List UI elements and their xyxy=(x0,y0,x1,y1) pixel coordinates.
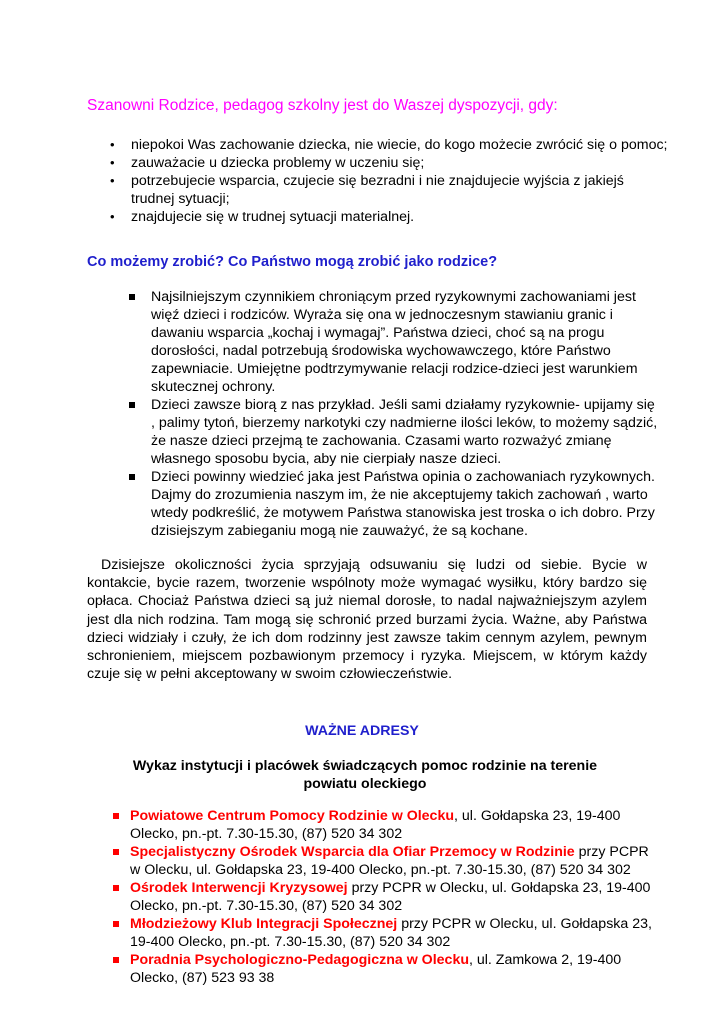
bullet-icon: • xyxy=(110,137,115,152)
situations-list xyxy=(110,136,670,226)
institution-name: Specjalistyczny Ośrodek Wsparcia dla Ofiar Przemocy w Rodzinie xyxy=(130,844,575,860)
square-bullet-icon xyxy=(113,813,119,819)
advice-list xyxy=(128,288,658,540)
institution-details: , ul. Zamkowa 2, 19-400 Olecko, (87) 523 93 38 xyxy=(130,952,622,986)
list-item: • potrzebujecie wsparcia, czujecie się bezradni i nie znajdujecie wyjścia z jakiejś trudnej sytuacji; xyxy=(110,173,624,207)
square-bullet-icon xyxy=(113,957,119,963)
institution-name: Ośrodek Interwencji Kryzysowej xyxy=(130,880,348,896)
address-item xyxy=(112,915,660,951)
list-item: Najsilniejszym czynnikiem chroniącym przed ryzykownymi zachowaniami jest więź dzieci i rodziców. Wyraża się ona w jednoczesnym stawianiu granic i dawaniu wsparcia „kochaj i wymagaj”. Państwa dzieci, choć są na progu dorosłości, nadal potrzebują środowiska wychowawczego, które Państwo zapewniacie. Umiejętne podtrzymywanie relacji rodzice-dzieci jest warunkiem skutecznej ochrony. xyxy=(128,288,658,396)
important-addresses-heading: WAŻNE ADRESY xyxy=(305,723,419,739)
institution-details: przy PCPR w Olecku, ul. Gołdapska 23, 19-400 Olecko, pn.-pt. 7.30-15.30, (87) 520 34 302 xyxy=(130,880,651,914)
institution-name: Młodzieżowy Klub Integracji Społecznej xyxy=(130,916,398,932)
addresses-subtitle: Wykaz instytucji i placówek świadczących pomoc rodzinie na terenie powiatu oleckiego xyxy=(132,758,598,792)
institution-details: przy PCPR w Olecku, ul. Gołdapska 23, 19-400 Olecko, pn.-pt. 7.30-15.30, (87) 520 34 302 xyxy=(130,916,652,950)
institution-name: Powiatowe Centrum Pomocy Rodzinie w Olecku xyxy=(130,808,455,824)
list-item: • zauważacie u dziecka problemy w uczeniu się; xyxy=(110,155,425,171)
list-item: • znajdujecie się w trudnej sytuacji materialnej. xyxy=(110,209,415,225)
address-item xyxy=(112,951,660,987)
list-item: • niepokoi Was zachowanie dziecka, nie wiecie, do kogo możecie zwrócić się o pomoc; xyxy=(110,137,668,153)
square-bullet-icon xyxy=(129,402,135,408)
bullet-icon: • xyxy=(110,209,115,224)
institution-details: przy PCPR w Olecku, ul. Gołdapska 23, 19-400 Olecko, pn.-pt. 7.30-15.30, (87) 520 34 302 xyxy=(130,844,649,878)
institution-name: Poradnia Psychologiczno-Pedagogiczna w Olecku xyxy=(130,952,469,968)
address-item xyxy=(112,843,660,879)
institution-details: , ul. Gołdapska 23, 19-400 Olecko, pn.-pt. 7.30-15.30, (87) 520 34 302 xyxy=(130,808,621,842)
address-item xyxy=(112,807,660,843)
square-bullet-icon xyxy=(129,294,135,300)
bullet-icon: • xyxy=(110,155,115,170)
square-bullet-icon xyxy=(129,474,135,480)
bullet-icon: • xyxy=(110,173,115,188)
square-bullet-icon xyxy=(113,921,119,927)
what-can-we-do-heading: Co możemy zrobić? Co Państwo mogą zrobić jako rodzice? xyxy=(87,254,498,270)
parents-heading: Szanowni Rodzice, pedagog szkolny jest do Waszej dyspozycji, gdy: xyxy=(87,97,558,114)
list-item: Dzieci powinny wiedzieć jaka jest Państwa opinia o zachowaniach ryzykownych. Dajmy do zrozumienia naszym im, że nie akceptujemy takich zachowań , warto wtedy podkreślić, że motywem Państwa stanowiska jest troska o ich dobro. Przy dzisiejszym zabieganiu mogą nie zauważyć, że są kochane. xyxy=(128,468,658,540)
address-item xyxy=(112,879,660,915)
addresses-list xyxy=(112,807,660,987)
body-paragraph: Dzisiejsze okoliczności życia sprzyjają odsuwaniu się ludzi od siebie. Bycie w kontakcie, bycie razem, tworzenie wspólnoty może wymagać wysiłku, który bardzo się opłaca. Chociaż Państwa dzieci są już niemal dorosłe, to nadal najważniejszym azylem jest dla nich rodzina. Tam mogą się schronić przed burzami życia. Ważne, aby Państwa dzieci widziały i czuły, że ich dom rodzinny jest zawsze takim cennym azylem, pewnym schronieniem, miejscem pozbawionym przemocy i ryzyka. Miejscem, w którym każdy czuje się w pełni akceptowany w swoim człowieczeństwie. xyxy=(87,557,647,683)
square-bullet-icon xyxy=(113,849,119,855)
square-bullet-icon xyxy=(113,885,119,891)
list-item: Dzieci zawsze biorą z nas przykład. Jeśli sami działamy ryzykownie- upijamy się , palimy tytoń, bierzemy narkotyki czy nadmierne ilości leków, to możemy sądzić, że nasze dzieci przejmą te zachowania. Czasami warto rozważyć zmianę własnego sposobu bycia, aby nie cierpiały nasze dzieci. xyxy=(128,396,658,468)
